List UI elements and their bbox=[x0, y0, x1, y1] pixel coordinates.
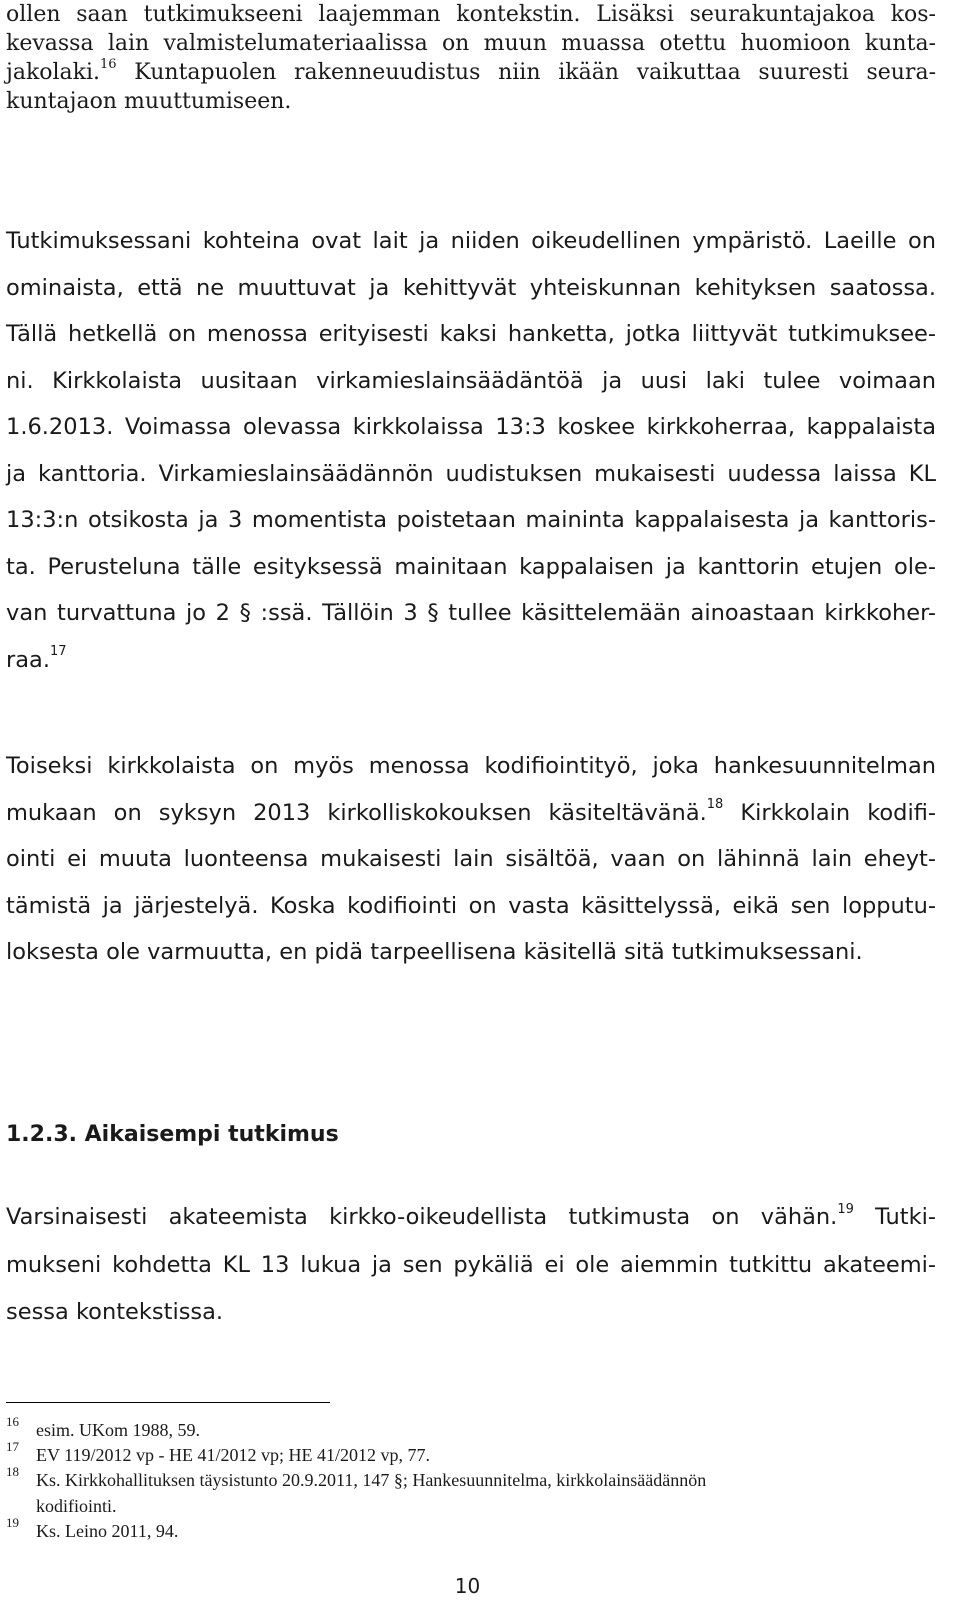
text-segment: raa. bbox=[6, 646, 50, 673]
section-heading: 1.2.3. Aikaisempi tutkimus bbox=[6, 1122, 339, 1147]
text-segment: mukaan on syksyn 2013 kirkolliskokouksen käsiteltävänä. bbox=[6, 799, 707, 826]
text-line: 13:3:n otsikosta ja 3 momentista poistetaan maininta kappalaisesta ja kanttoris- bbox=[6, 507, 936, 533]
text-line bbox=[6, 58, 936, 88]
text-line: loksesta ole varmuutta, en pidä tarpeellisena käsitellä sitä tutkimuksessani. bbox=[6, 939, 863, 965]
footnote-reference[interactable]: 17 bbox=[49, 644, 67, 659]
footnote-text: EV 119/2012 vp - HE 41/2012 vp; HE 41/2012 vp, 77. bbox=[36, 1445, 430, 1465]
footnote-text: kodifiointi. bbox=[36, 1496, 117, 1516]
text-line: ointi ei muuta luonteensa mukaisesti lain sisältöä, vaan on lähinnä lain eheyt- bbox=[6, 846, 936, 872]
text-line: ta. Perusteluna tälle esityksessä mainitaan kappalaisen ja kanttorin etujen ole- bbox=[6, 553, 936, 580]
text-line: kevassa lain valmistelumateriaalissa on muun muassa otettu huomioon kunta- bbox=[6, 31, 936, 56]
text-line: ominaista, että ne muuttuvat ja kehittyvät yhteiskunnan kehityksen saatossa. bbox=[6, 274, 936, 301]
text-line: ollen saan tutkimukseeni laajemman kontekstin. Lisäksi seurakuntajakoa kos- bbox=[6, 2, 936, 27]
text-line bbox=[6, 1202, 936, 1232]
footnote-number: 16 bbox=[6, 1414, 19, 1429]
footnote-reference[interactable]: 19 bbox=[837, 1201, 854, 1217]
footnote-reference[interactable]: 16 bbox=[100, 56, 117, 72]
text-line: mukseni kohdetta KL 13 lukua ja sen pykäliä ei ole aiemmin tutkittu akateemi- bbox=[6, 1251, 936, 1278]
text-segment: Tutki- bbox=[853, 1204, 936, 1230]
text-line: kuntajaon muuttumiseen. bbox=[6, 89, 292, 114]
page-number: 10 bbox=[454, 1574, 481, 1598]
footnote-text: esim. UKom 1988, 59. bbox=[36, 1420, 200, 1440]
text-line: ja kanttoria. Virkamieslainsäädännön uudistuksen mukaisesti uudessa laissa KL bbox=[6, 460, 936, 487]
text-segment: Kirkkolain kodifi- bbox=[723, 799, 937, 826]
text-segment: Varsinaisesti akateemista kirkko-oikeudellista tutkimusta on vähän. bbox=[6, 1204, 838, 1230]
text-line: 1.6.2013. Voimassa olevassa kirkkolaissa 13:3 koskee kirkkoherraa, kappalaista bbox=[6, 414, 936, 440]
footnote-number: 17 bbox=[6, 1439, 19, 1454]
text-line: Tutkimuksessani kohteina ovat lait ja niiden oikeudellinen ympäristö. Laeille on bbox=[6, 228, 936, 254]
text-segment: jakolaki. bbox=[6, 60, 101, 85]
text-line: ni. Kirkkolaista uusitaan virkamieslainsäädäntöä ja uusi laki tulee voimaan bbox=[6, 367, 936, 394]
text-line bbox=[6, 798, 936, 828]
footnote-number: 18 bbox=[6, 1464, 19, 1479]
footnote-reference[interactable]: 18 bbox=[706, 797, 724, 812]
text-line: sessa kontekstissa. bbox=[6, 1299, 224, 1325]
footnote-separator bbox=[6, 1402, 330, 1403]
text-line: van turvattuna jo 2 § :ssä. Tällöin 3 § tullee käsittelemään ainoastaan kirkkoher- bbox=[6, 600, 936, 626]
text-line bbox=[6, 645, 936, 675]
footnote-number: 19 bbox=[6, 1515, 19, 1530]
text-segment: Kuntapuolen rakenneuudistus niin ikään vaikuttaa suuresti seura- bbox=[116, 60, 936, 85]
footnote-text: Ks. Leino 2011, 94. bbox=[36, 1521, 179, 1541]
text-line: Toiseksi kirkkolaista on myös menossa kodifiointityö, joka hankesuunnitelman bbox=[6, 753, 936, 779]
text-line: Tällä hetkellä on menossa erityisesti kaksi hanketta, jotka liittyvät tutkimuksee- bbox=[6, 321, 936, 347]
text-line: tämistä ja järjestelyä. Koska kodifiointi on vasta käsittelyssä, eikä sen lopputu- bbox=[6, 892, 936, 919]
footnote-text: Ks. Kirkkohallituksen täysistunto 20.9.2011, 147 §; Hankesuunnitelma, kirkkolainsäädännön bbox=[36, 1470, 707, 1490]
